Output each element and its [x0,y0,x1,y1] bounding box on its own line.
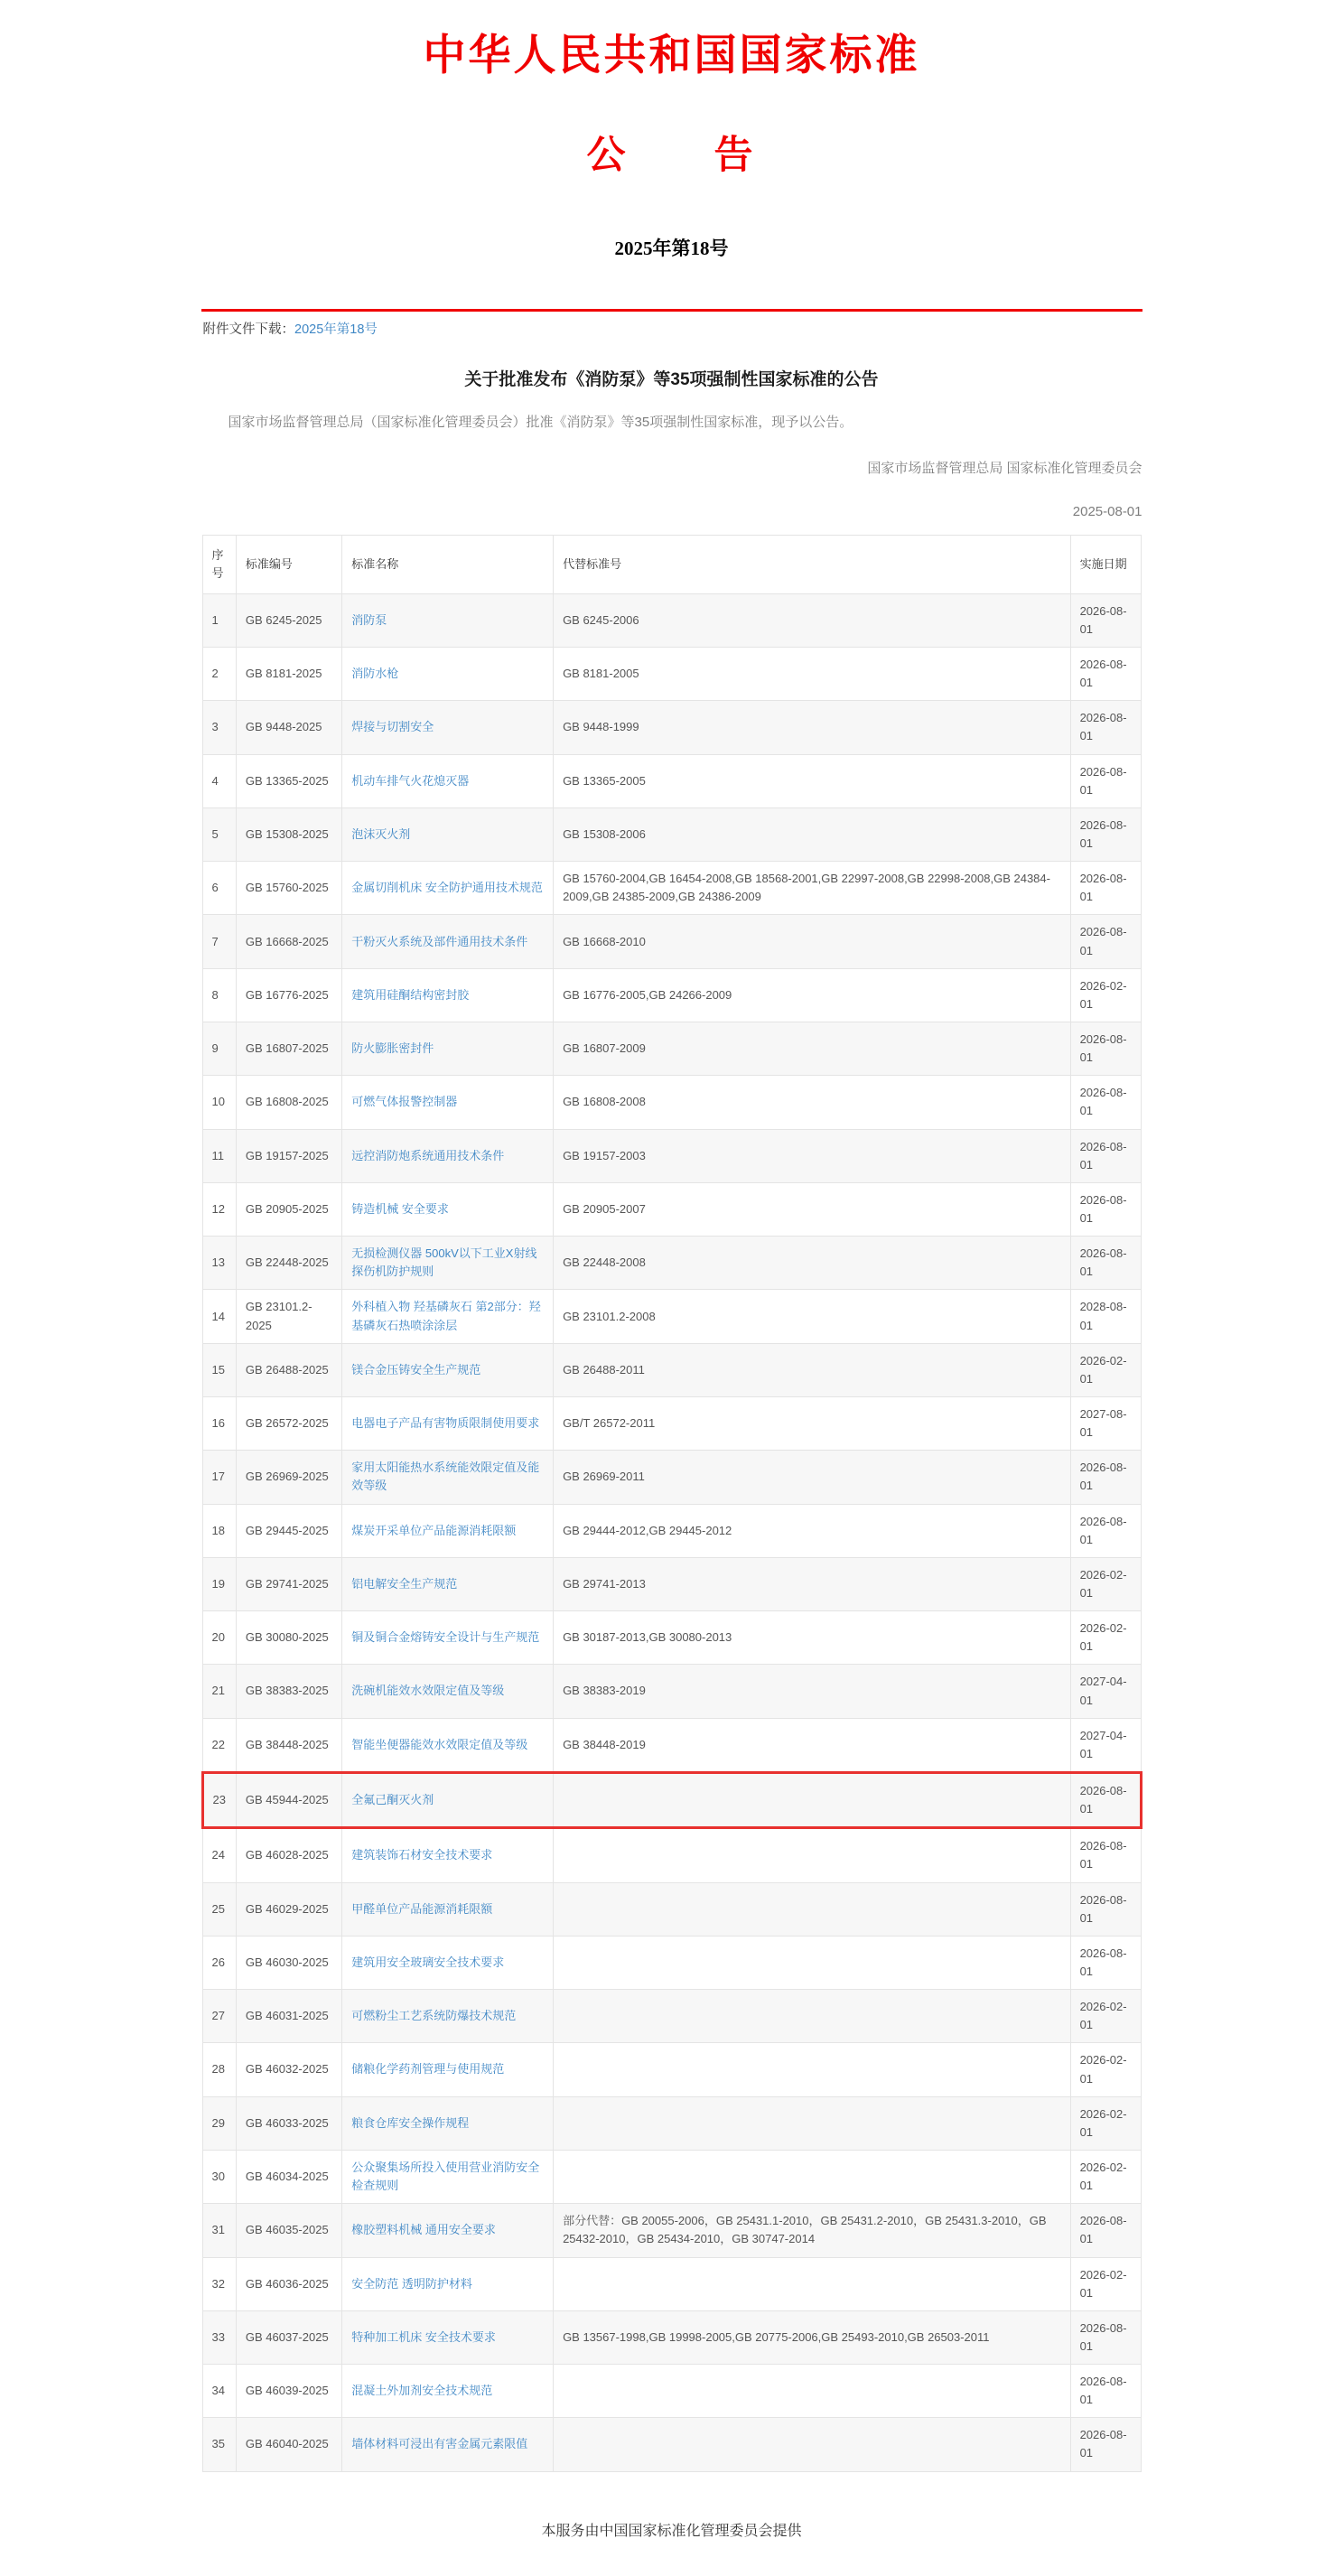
standard-name-link[interactable]: 消防水枪 [351,667,399,681]
replaced-standards: GB 16668-2010 [554,915,1071,968]
replaced-standards: 部分代替：GB 20055-2006，GB 25431.1-2010，GB 25431.2-2010，GB 25431.3-2010，GB 25432-2010，GB 25434-2010，GB 30747-2014 [554,2204,1071,2257]
table-row [202,2096,1141,2150]
replaced-standards: GB 38383-2019 [554,1665,1071,1718]
standard-code: GB 26488-2025 [236,1343,341,1396]
standard-code: GB 16807-2025 [236,1022,341,1076]
implementation-date: 2026-02-01 [1070,1990,1141,2043]
replaced-standards: GB 30187-2013,GB 30080-2013 [554,1611,1071,1665]
standard-name-cell [342,1343,554,1396]
standard-name-cell [342,1557,554,1610]
implementation-date: 2026-08-01 [1070,1504,1141,1557]
standard-name-link[interactable]: 甲醛单位产品能源消耗限额 [351,1901,493,1916]
implementation-date: 2026-08-01 [1070,1022,1141,1076]
standard-code: GB 46032-2025 [236,2043,341,2096]
replaced-standards: GB 16808-2008 [554,1076,1071,1129]
content-area [201,0,1142,2576]
standard-name-cell [342,1828,554,1882]
row-index: 3 [202,701,236,754]
issue-number: 2025年第18号 [614,238,729,259]
replaced-standards: GB 20905-2007 [554,1182,1071,1236]
column-header-1: 序号 [202,535,236,593]
standard-code: GB 46035-2025 [236,2204,341,2257]
table-row-highlighted [202,1772,1141,1827]
implementation-date: 2026-08-01 [1070,2418,1141,2471]
standard-name-link[interactable]: 公众聚集场所投入使用营业消防安全检查规则 [351,2160,540,2193]
standard-name-cell [342,2310,554,2364]
standard-name-cell [342,862,554,915]
implementation-date: 2026-02-01 [1070,1343,1141,1396]
standard-name-link[interactable]: 镁合金压铸安全生产规范 [351,1362,481,1377]
table-row [202,1882,1141,1936]
row-index: 18 [202,1504,236,1557]
standard-name-link[interactable]: 混凝土外加剂安全技术规范 [351,2384,493,2398]
row-index: 27 [202,1990,236,2043]
replaced-standards: GB 29444-2012,GB 29445-2012 [554,1504,1071,1557]
row-index: 4 [202,754,236,807]
implementation-date: 2026-02-01 [1070,1557,1141,1610]
standard-name-link[interactable]: 可燃粉尘工艺系统防爆技术规范 [351,2009,517,2023]
replaced-standards [554,1990,1071,2043]
standard-name-link[interactable]: 家用太阳能热水系统能效限定值及能效等级 [351,1461,540,1493]
row-index: 13 [202,1237,236,1290]
table-row [202,1182,1141,1236]
implementation-date: 2026-02-01 [1070,968,1141,1022]
standard-code: GB 19157-2025 [236,1129,341,1182]
column-header-3: 标准名称 [342,535,554,593]
table-row [202,2043,1141,2096]
implementation-date: 2026-08-01 [1070,1237,1141,1290]
table-row [202,1076,1141,1129]
row-index: 28 [202,2043,236,2096]
row-index: 19 [202,1557,236,1610]
table-row [202,754,1141,807]
standard-code: GB 46037-2025 [236,2310,341,2364]
row-index: 2 [202,648,236,701]
implementation-date: 2026-02-01 [1070,2150,1141,2203]
standard-code: GB 26572-2025 [236,1397,341,1451]
row-index: 23 [202,1772,236,1827]
row-index: 26 [202,1936,236,1989]
replaced-standards [554,1828,1071,1882]
replaced-standards: GB 6245-2006 [554,593,1071,647]
row-index: 34 [202,2365,236,2418]
table-row [202,1718,1141,1772]
standard-code: GB 46036-2025 [236,2257,341,2310]
standard-code: GB 29445-2025 [236,1504,341,1557]
replaced-standards [554,2096,1071,2150]
implementation-date: 2026-02-01 [1070,2257,1141,2310]
standard-name-link[interactable]: 金属切削机床 安全防护通用技术规范 [351,881,543,895]
replaced-standards: GB 9448-1999 [554,701,1071,754]
column-header-2: 标准编号 [236,535,341,593]
standard-name-cell [342,2150,554,2203]
footer-text: 本服务由中国国家标准化管理委员会提供 [541,2523,802,2539]
notice-signature: 国家市场监督管理总局 国家标准化管理委员会 [867,460,1142,476]
standard-name-link[interactable]: 防火膨胀密封件 [351,1041,434,1056]
table-row [202,2365,1141,2418]
main-title: 中华人民共和国国家标准 [423,33,920,79]
standards-table-header [202,535,1141,593]
row-index: 24 [202,1828,236,1882]
standard-code: GB 16808-2025 [236,1076,341,1129]
table-row [202,648,1141,701]
standard-name-link[interactable]: 铜及铜合金熔铸安全设计与生产规范 [351,1630,540,1645]
row-index: 16 [202,1397,236,1451]
table-row [202,1665,1141,1718]
table-row [202,1129,1141,1182]
table-row [202,1611,1141,1665]
attachment-label: 附件文件下载： [202,322,294,337]
standard-name-cell [342,2096,554,2150]
row-index: 14 [202,1290,236,1343]
standard-name-cell [342,701,554,754]
table-row [202,1504,1141,1557]
standard-name-link[interactable]: 洗碗机能效水效限定值及等级 [351,1684,505,1698]
standard-name-cell [342,2204,554,2257]
table-row [202,1397,1141,1451]
table-row [202,1290,1141,1343]
standard-name-cell [342,1076,554,1129]
standard-name-cell [342,1936,554,1989]
implementation-date: 2026-02-01 [1070,1611,1141,1665]
standard-code: GB 26969-2025 [236,1451,341,1504]
standard-name-cell [342,2257,554,2310]
standard-code: GB 22448-2025 [236,1237,341,1290]
table-row [202,862,1141,915]
standard-name-cell [342,2365,554,2418]
standard-name-cell [342,1451,554,1504]
standard-code: GB 46033-2025 [236,2096,341,2150]
standard-code: GB 30080-2025 [236,1611,341,1665]
standard-code: GB 38383-2025 [236,1665,341,1718]
replaced-standards: GB 29741-2013 [554,1557,1071,1610]
standard-name-link[interactable]: 智能坐便器能效水效限定值及等级 [351,1737,528,1751]
implementation-date: 2026-08-01 [1070,915,1141,968]
notice-date: 2025-08-01 [1072,503,1142,519]
row-index: 33 [202,2310,236,2364]
standard-code: GB 16668-2025 [236,915,341,968]
implementation-date: 2026-08-01 [1070,593,1141,647]
implementation-date: 2026-08-01 [1070,1182,1141,1236]
standard-name-cell [342,968,554,1022]
replaced-standards: GB 22448-2008 [554,1237,1071,1290]
standard-name-link[interactable]: 泡沫灭火剂 [351,826,411,841]
standard-name-link[interactable]: 远控消防炮系统通用技术条件 [351,1148,505,1162]
implementation-date: 2027-04-01 [1070,1665,1141,1718]
implementation-date: 2026-08-01 [1070,648,1141,701]
replaced-standards [554,2150,1071,2203]
table-row [202,1237,1141,1290]
replaced-standards [554,1936,1071,1989]
replaced-standards [554,1772,1071,1827]
standard-code: GB 46039-2025 [236,2365,341,2418]
standard-name-link[interactable]: 煤炭开采单位产品能源消耗限额 [351,1523,517,1537]
standard-code: GB 46030-2025 [236,1936,341,1989]
implementation-date: 2026-08-01 [1070,1936,1141,1989]
row-index: 7 [202,915,236,968]
standard-code: GB 38448-2025 [236,1718,341,1772]
attachment-download-line [201,312,1142,338]
standard-name-link[interactable]: 电器电子产品有害物质限制使用要求 [351,1416,540,1431]
row-index: 8 [202,968,236,1022]
row-index: 11 [202,1129,236,1182]
standard-name-link[interactable]: 可燃气体报警控制器 [351,1095,458,1109]
row-index: 6 [202,862,236,915]
standard-code: GB 16776-2025 [236,968,341,1022]
standard-code: GB 13365-2025 [236,754,341,807]
row-index: 21 [202,1665,236,1718]
table-row [202,701,1141,754]
replaced-standards: GB 8181-2005 [554,648,1071,701]
replaced-standards: GB 26488-2011 [554,1343,1071,1396]
replaced-standards: GB 38448-2019 [554,1718,1071,1772]
implementation-date: 2026-08-01 [1070,862,1141,915]
standard-name-cell [342,1022,554,1076]
row-index: 35 [202,2418,236,2471]
row-index: 31 [202,2204,236,2257]
standard-name-cell [342,1882,554,1936]
standard-name-cell [342,1182,554,1236]
implementation-date: 2026-08-01 [1070,1772,1141,1827]
replaced-standards: GB 19157-2003 [554,1129,1071,1182]
standard-code: GB 20905-2025 [236,1182,341,1236]
table-row [202,1557,1141,1610]
standard-name-link[interactable]: 橡胶塑料机械 通用安全要求 [351,2223,496,2237]
replaced-standards: GB 15308-2006 [554,807,1071,861]
row-index: 15 [202,1343,236,1396]
standard-name-cell [342,1718,554,1772]
row-index: 29 [202,2096,236,2150]
replaced-standards: GB 16807-2009 [554,1022,1071,1076]
row-index: 12 [202,1182,236,1236]
standard-name-cell [342,2418,554,2471]
table-row [202,1451,1141,1504]
attachment-link[interactable]: 2025年第18号 [294,322,378,337]
standard-code: GB 46031-2025 [236,1990,341,2043]
standard-code: GB 23101.2-2025 [236,1290,341,1343]
standard-name-link[interactable]: 建筑用硅酮结构密封胶 [351,987,470,1002]
replaced-standards [554,2257,1071,2310]
table-row [202,1022,1141,1076]
standard-name-cell [342,807,554,861]
row-index: 1 [202,593,236,647]
standard-code: GB 8181-2025 [236,648,341,701]
table-row [202,1828,1141,1882]
standard-name-cell [342,1237,554,1290]
row-index: 32 [202,2257,236,2310]
table-row [202,593,1141,647]
implementation-date: 2026-08-01 [1070,2204,1141,2257]
row-index: 22 [202,1718,236,1772]
implementation-date: 2027-04-01 [1070,1718,1141,1772]
implementation-date: 2026-08-01 [1070,2310,1141,2364]
replaced-standards: GB 13567-1998,GB 19998-2005,GB 20775-2006,GB 25493-2010,GB 26503-2011 [554,2310,1071,2364]
replaced-standards [554,1882,1071,1936]
standard-name-link[interactable]: 铸造机械 安全要求 [351,1201,449,1216]
implementation-date: 2026-08-01 [1070,1076,1141,1129]
standard-name-link[interactable]: 铝电解安全生产规范 [351,1576,458,1591]
standard-name-link[interactable]: 建筑用安全玻璃安全技术要求 [351,1955,505,1969]
standard-name-link[interactable]: 储粮化学药剂管理与使用规范 [351,2062,505,2077]
table-row [202,1936,1141,1989]
standard-name-cell [342,1129,554,1182]
table-row [202,1343,1141,1396]
replaced-standards: GB/T 26572-2011 [554,1397,1071,1451]
standard-name-cell [342,2043,554,2096]
standard-code: GB 9448-2025 [236,701,341,754]
row-index: 20 [202,1611,236,1665]
standard-name-link[interactable]: 安全防范 透明防护材料 [351,2276,472,2291]
standard-name-cell [342,1504,554,1557]
table-row [202,1990,1141,2043]
standard-code: GB 15760-2025 [236,862,341,915]
replaced-standards: GB 13365-2005 [554,754,1071,807]
table-row [202,2418,1141,2471]
implementation-date: 2026-02-01 [1070,2043,1141,2096]
notice-body: 国家市场监督管理总局（国家标准化管理委员会）批准《消防泵》等35项强制性国家标准，现予以公告。 [228,415,853,430]
standard-name-cell [342,1611,554,1665]
standard-name-link[interactable]: 特种加工机床 安全技术要求 [351,2329,496,2344]
standard-name-cell [342,915,554,968]
replaced-standards [554,2418,1071,2471]
table-row [202,2257,1141,2310]
standard-name-cell [342,1397,554,1451]
standard-name-link[interactable]: 建筑装饰石材安全技术要求 [351,1848,493,1862]
replaced-standards [554,2043,1071,2096]
implementation-date: 2026-08-01 [1070,2365,1141,2418]
column-header-4: 代替标准号 [554,535,1071,593]
sub-title: 公 告 [586,135,757,177]
standard-code: GB 29741-2025 [236,1557,341,1610]
standard-name-link[interactable]: 焊接与切割安全 [351,720,434,734]
table-row [202,807,1141,861]
standard-name-cell [342,593,554,647]
implementation-date: 2026-08-01 [1070,807,1141,861]
table-row [202,915,1141,968]
standard-name-cell [342,1665,554,1718]
implementation-date: 2028-08-01 [1070,1290,1141,1343]
replaced-standards: GB 15760-2004,GB 16454-2008,GB 18568-2001,GB 22997-2008,GB 22998-2008,GB 24384-2009,GB 24385-2009,GB 24386-2009 [554,862,1071,915]
implementation-date: 2027-08-01 [1070,1397,1141,1451]
replaced-standards: GB 26969-2011 [554,1451,1071,1504]
standard-name-link[interactable]: 墙体材料可浸出有害金属元素限值 [351,2437,528,2451]
implementation-date: 2026-08-01 [1070,1828,1141,1882]
standard-code: GB 6245-2025 [236,593,341,647]
standard-name-cell [342,1772,554,1827]
replaced-standards [554,2365,1071,2418]
row-index: 30 [202,2150,236,2203]
standard-code: GB 46040-2025 [236,2418,341,2471]
implementation-date: 2026-02-01 [1070,2096,1141,2150]
table-row [202,2310,1141,2364]
column-header-5: 实施日期 [1070,535,1141,593]
standard-name-link[interactable]: 粮食仓库安全操作规程 [351,2115,470,2130]
standard-name-cell [342,1290,554,1343]
standard-name-link[interactable]: 机动车排气火花熄灭器 [351,773,470,788]
standard-code: GB 46034-2025 [236,2150,341,2203]
row-index: 17 [202,1451,236,1504]
standard-name-link[interactable]: 消防泵 [351,612,387,627]
implementation-date: 2026-08-01 [1070,1129,1141,1182]
standard-name-link[interactable]: 外科植入物 羟基磷灰石 第2部分：羟基磷灰石热喷涂涂层 [351,1300,541,1332]
standard-name-link[interactable]: 无损检测仪器 500kV以下工业X射线探伤机防护规则 [351,1246,537,1279]
notice-title: 关于批准发布《消防泵》等35项强制性国家标准的公告 [464,370,879,389]
implementation-date: 2026-08-01 [1070,701,1141,754]
standard-code: GB 46029-2025 [236,1882,341,1936]
implementation-date: 2026-08-01 [1070,1451,1141,1504]
row-index: 5 [202,807,236,861]
standard-name-cell [342,648,554,701]
table-row [202,968,1141,1022]
row-index: 25 [202,1882,236,1936]
standard-code: GB 15308-2025 [236,807,341,861]
implementation-date: 2026-08-01 [1070,1882,1141,1936]
standards-table [201,535,1142,2472]
standard-code: GB 45944-2025 [236,1772,341,1827]
standard-name-link[interactable]: 全氟己酮灭火剂 [351,1793,434,1807]
standard-code: GB 46028-2025 [236,1828,341,1882]
standard-name-cell [342,1990,554,2043]
row-index: 9 [202,1022,236,1076]
replaced-standards: GB 16776-2005,GB 24266-2009 [554,968,1071,1022]
table-row [202,2150,1141,2203]
implementation-date: 2026-08-01 [1070,754,1141,807]
standard-name-link[interactable]: 干粉灭火系统及部件通用技术条件 [351,934,528,948]
table-row [202,2204,1141,2257]
replaced-standards: GB 23101.2-2008 [554,1290,1071,1343]
row-index: 10 [202,1076,236,1129]
standard-name-cell [342,754,554,807]
